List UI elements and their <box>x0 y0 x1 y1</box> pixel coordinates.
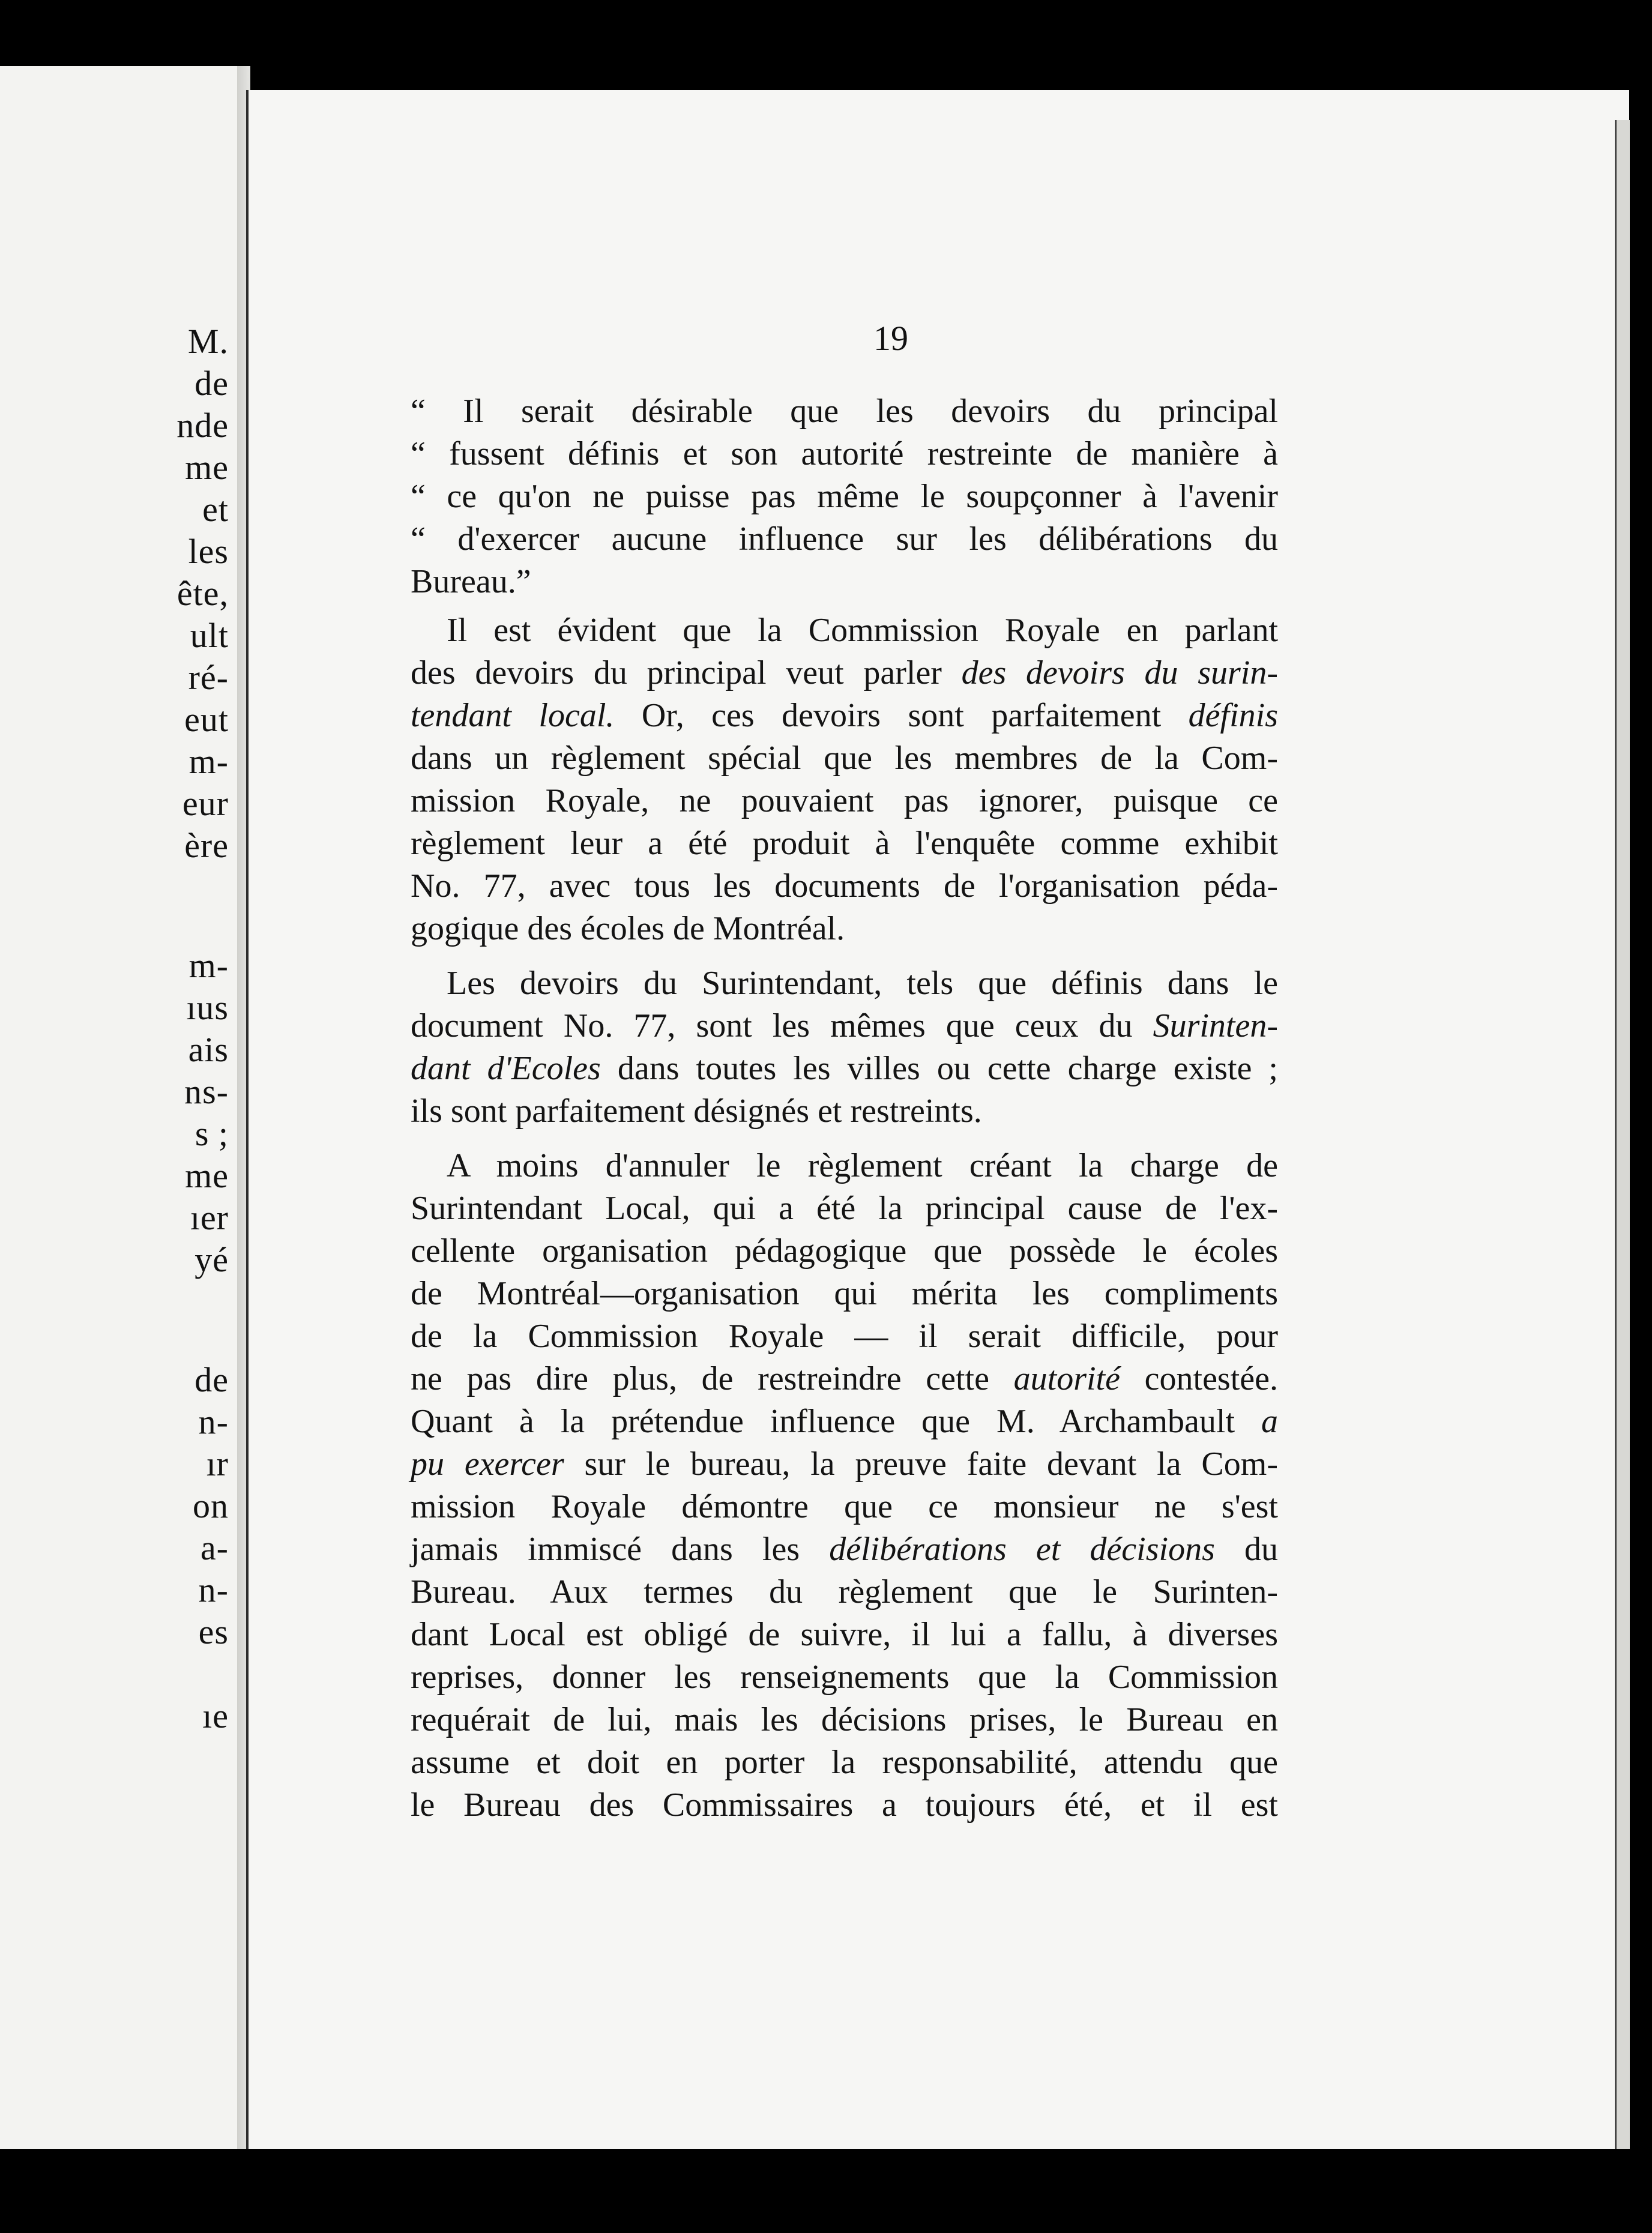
text-line <box>411 737 1278 779</box>
italic-text-segment: autorité <box>1013 1360 1120 1397</box>
text-segment: du <box>1214 1531 1278 1568</box>
italic-text-segment: pu exercer <box>411 1445 564 1483</box>
facing-page-line: me <box>185 448 229 487</box>
text-line <box>411 1614 1278 1656</box>
text-line <box>411 695 1278 737</box>
facing-page-line: yé <box>194 1240 229 1279</box>
text-segment: Surintendant Local, qui a été la principal cause de l'ex- <box>411 1190 1278 1227</box>
text-line <box>411 433 1278 475</box>
text-line <box>411 1741 1278 1783</box>
text-line <box>411 1273 1278 1315</box>
facing-page-line: M. <box>187 322 229 361</box>
text-line <box>411 1230 1278 1272</box>
facing-page-line: ête, <box>176 574 229 613</box>
page-number: 19 <box>873 319 908 358</box>
facing-page-line: ré- <box>188 658 229 697</box>
text-line <box>411 1145 1278 1187</box>
facing-page-line: ıer <box>190 1198 229 1237</box>
text-line <box>411 962 1278 1004</box>
text-segment: Bureau. Aux termes du règlement que le Surinten- <box>411 1573 1278 1611</box>
facing-page-line: nde <box>176 406 229 445</box>
text-line <box>411 475 1278 517</box>
text-line <box>411 1656 1278 1698</box>
facing-page-line: on <box>193 1486 229 1525</box>
text-line <box>411 1699 1278 1741</box>
facing-page-line: n- <box>198 1570 229 1609</box>
text-line <box>411 1571 1278 1613</box>
text-segment: A moins d'annuler le règlement créant la charge de <box>447 1147 1278 1184</box>
text-segment: No. 77, avec tous les documents de l'organisation péda- <box>411 867 1278 905</box>
text-line <box>411 865 1278 907</box>
text-line <box>411 908 1278 950</box>
text-segment: dans un règlement spécial que les membres de la Com- <box>411 740 1278 777</box>
facing-page-line: eut <box>184 700 229 739</box>
facing-page-line: a- <box>200 1528 229 1567</box>
text-line <box>411 780 1278 822</box>
facing-page-line: es <box>198 1612 229 1651</box>
text-segment: jamais immiscé dans les <box>411 1531 830 1568</box>
text-line <box>411 1187 1278 1229</box>
facing-page-line: ns- <box>184 1072 229 1111</box>
italic-text-segment: Surinten- <box>1153 1007 1278 1044</box>
text-line <box>411 1528 1278 1570</box>
text-segment: mission Royale démontre que ce monsieur ne s'est <box>411 1488 1278 1525</box>
text-segment: des devoirs du principal veut parler <box>411 654 962 692</box>
facing-page-line: ır <box>206 1444 229 1483</box>
page-stack-edge <box>1615 120 1630 2149</box>
text-segment: de Montréal—organisation qui mérita les compliments <box>411 1275 1278 1312</box>
text-line <box>411 609 1278 651</box>
text-segment: de la Commission Royale — il serait difficile, pour <box>411 1318 1278 1355</box>
text-line <box>411 518 1278 560</box>
facing-page-line: me <box>185 1156 229 1195</box>
text-segment: document No. 77, sont les mêmes que ceux du <box>411 1007 1153 1044</box>
text-segment: Or, ces devoirs sont parfaitement <box>614 697 1189 734</box>
text-line <box>411 1443 1278 1485</box>
text-line <box>411 1090 1278 1132</box>
facing-page-line: ult <box>190 616 229 655</box>
facing-page-line: ıe <box>202 1696 229 1735</box>
text-segment: ne pas dire plus, de restreindre cette <box>411 1360 1014 1397</box>
facing-page-line: les <box>188 532 229 571</box>
text-segment: reprises, donner les renseignements que la Commission <box>411 1659 1278 1696</box>
facing-page-line: s ; <box>194 1114 229 1153</box>
text-segment: mission Royale, ne pouvaient pas ignorer, puisque ce <box>411 782 1278 819</box>
italic-text-segment: définis <box>1188 697 1278 734</box>
text-segment: Bureau.” <box>411 563 531 600</box>
text-segment: contestée. <box>1120 1360 1278 1397</box>
text-segment: “ fussent définis et son autorité restreinte de manière à <box>411 435 1278 472</box>
facing-page-line: n- <box>198 1402 229 1441</box>
text-line <box>411 652 1278 694</box>
text-segment: ils sont parfaitement désignés et restreints. <box>411 1092 982 1130</box>
facing-page-line: m- <box>188 946 229 985</box>
text-segment: règlement leur a été produit à l'enquête comme exhibit <box>411 825 1278 862</box>
text-line <box>411 1047 1278 1089</box>
text-line <box>411 822 1278 864</box>
text-segment: le Bureau des Commissaires a toujours été, et il est <box>411 1786 1278 1824</box>
text-segment: Quant à la prétendue influence que M. Archambault <box>411 1403 1261 1440</box>
text-line <box>411 561 1278 603</box>
text-segment: Les devoirs du Surintendant, tels que définis dans le <box>447 965 1278 1002</box>
text-segment: assume et doit en porter la responsabilité, attendu que <box>411 1744 1278 1781</box>
facing-page-line: ais <box>188 1030 229 1069</box>
facing-page-line: de <box>194 364 229 403</box>
document-page <box>246 90 1629 2149</box>
text-line <box>411 1315 1278 1357</box>
text-segment: requérait de lui, mais les décisions prises, le Bureau en <box>411 1701 1278 1738</box>
italic-text-segment: des devoirs du surin- <box>961 654 1278 692</box>
facing-page-line: m- <box>188 742 229 781</box>
text-segment: Il est évident que la Commission Royale en parlant <box>447 612 1278 649</box>
text-segment: gogique des écoles de Montréal. <box>411 910 845 947</box>
text-line <box>411 1784 1278 1826</box>
text-line <box>411 1400 1278 1442</box>
italic-text-segment: a <box>1261 1403 1278 1440</box>
text-line <box>411 1358 1278 1400</box>
text-segment: dant Local est obligé de suivre, il lui a fallu, à diverses <box>411 1616 1278 1653</box>
facing-page-line: ère <box>184 826 229 865</box>
italic-text-segment: tendant local. <box>411 697 615 734</box>
italic-text-segment: dant d'Ecoles <box>411 1050 601 1087</box>
facing-page-line: de <box>194 1360 229 1399</box>
text-line <box>411 390 1278 432</box>
facing-page-line: et <box>202 490 229 529</box>
text-segment: “ ce qu'on ne puisse pas même le soupçonner à l'avenir <box>411 478 1278 515</box>
text-segment: dans toutes les villes ou cette charge existe ; <box>600 1050 1278 1087</box>
text-line <box>411 1486 1278 1528</box>
facing-page-line: ıus <box>186 988 229 1027</box>
facing-page-fragment <box>0 66 237 2149</box>
italic-text-segment: délibérations et décisions <box>829 1531 1215 1568</box>
text-segment: cellente organisation pédagogique que possède le écoles <box>411 1232 1278 1270</box>
text-segment: sur le bureau, la preuve faite devant la Com- <box>564 1445 1278 1483</box>
text-segment: “ Il serait désirable que les devoirs du principal <box>411 393 1278 430</box>
facing-page-line: eur <box>182 784 229 823</box>
text-line <box>411 1005 1278 1047</box>
text-segment: “ d'exercer aucune influence sur les délibérations du <box>411 520 1278 558</box>
